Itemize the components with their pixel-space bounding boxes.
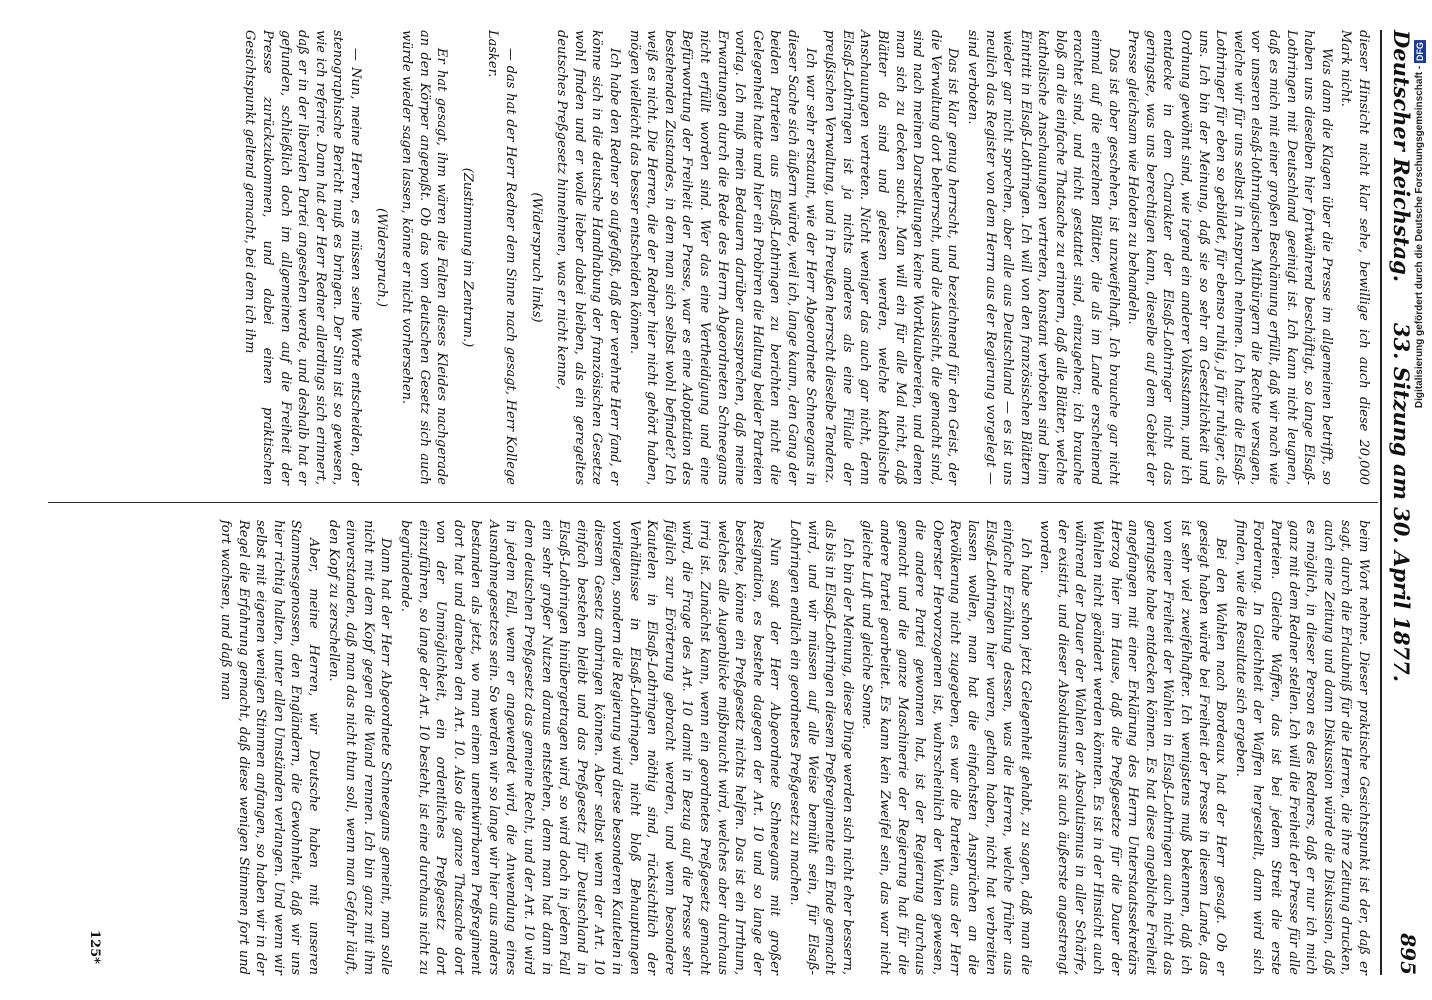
paragraph: Bei den Wahlen nach Bordeaux hat der Herr gesagt. Ob er gesiegt haben würde bei Freiheit der Presse in diesem Lande, das ist sehr viel zweifelhafter. Ich wenigstens muß bekennen, daß ich von einer Freiheit der Wahlen in Elsaß-Lothringen auch nicht das geringste habe entdecken können. Es hat diese angebliche Freiheit angefangen mit einer Erklärung des Herrn Unterstaatssekretärs Herzog hier im Hause, daß die Preßgesetze für die Dauer der Wahlen nicht geändert werden könnten. Es ist in der Hinsicht auch während der Dauer der Wahlen der Absolutismus in aller Schärfe, der existirt, und dieser Absolutismus ist auch äußerste angestrengt worden.	[1037, 520, 1229, 975]
header-rule	[1380, 30, 1382, 975]
paragraph: Nun sagt der Herr Abgeordnete Schneegans mit großer Resignation, es bestehe dagegen der Art. 10 und so lange der bestehe, könne ein Preßgesetz nichts helfen. Das ist ein Irrthum, welches alle Augenblicke mißbraucht wird, welches aber durchaus irrig ist. Zunächst kann, wenn ein geordnetes Preßgesetz gemacht wird, die Frage des Art. 10 damit in Bezug auf die Presse sehr füglich zur Erörterung gebracht werden, und wenn besondere Kautelen in Elsaß-Lothringen nöthig sind, rücksichtlich der Verhältnisse in Elsaß-Lothringen, nicht bloß Behauptungen vorliegen, sondern die Regierung wird diese besonderen Kautelen in diesem Gesetz anbringen können. Aber selbst wenn der Art. 10 einfach bestehen bleibt und das Preßgesetz für Deutschland in Elsaß-Lothringen hinübergetragen wird, so wird doch in jedem Fall ein sehr großer Nutzen daraus entstehen, denn man hat dann in dem deutschen Preßgesetz das gemeine Recht, und der Art. 10 wird in jedem Fall, wenn er angewendet wird, die Anwendung eines Ausnahmegesetzes sein. So werden wir so lange wir hier aus anders bestanden als jetzt, wo man einem unentwirrbaren Preßregiment dort hat und daneben den Art. 10. Also die ganze Thatsache dort von der Unmöglichkeit, ein ordentliches Preßgesetz dort einzuführen, so lange der Art. 10 besteht, ist eine durchaus nicht zu begründende.	[397, 520, 783, 975]
digitization-note	[1414, 40, 1426, 408]
signature-mark: 125*	[87, 930, 102, 964]
paragraph: Ich habe schon jetzt Gelegenheit gehabt, zu sagen, daß man die einfache Erzählung dessen, was die Herren, welche früher aus Elsaß-Lothringen hier waren, gethan haben, nicht hat verbreiten lassen wollen, man hat die einfachsten Ansprüchen an die Revölkerung nicht zugegeben, es war die Parteien, aus der Herr Oberster Hervorzogenen ist, wahrscheinlich der Wahlen gewesen, die andere Partei gewonnen hat, ist der Regierung durchaus gemacht und die ganze Maschinerie der Regierung hat für die andere Partei gearbeitet. Es kann kein Zweifel sein, das war nicht gleiche Luft und gleiche Sonne.	[859, 520, 1033, 975]
page-number: 895	[1396, 933, 1420, 975]
paragraph: Das ist klar genug herrscht, und bezeichnend für den Geist, der die Verwaltung dort beherrscht, und die Aussicht, die gemacht sind, sind nach meinen Darstellungen keine Wortklaubereien, und denen man sich zu decken sucht. Man will ein für alle Mal nicht, daß Blätter da sind und gelesen werden, welche katholische Anschauungen vertreten. Nicht weniger das auch gar nicht, denn Elsaß-Lothringen ist ja nichts anderes als eine Filiale der preußischen Verwaltung, und in Preußen herrscht dieselbe Tendenz.	[822, 30, 961, 485]
paragraph: Das ist aber geschehen, ist unzweifelhaft. Ich brauche gar nicht einmal auf die einzelnen Blätter, die als im Lande erscheinend erachtet sind, und nicht gestattet sind, einzugehen; ich brauche bloß an die einfache Thatsache zu erinnern, daß alle Blätter, welche katholische Anschauungen vertreten, konstant verboten sind beim Eintritt in Elsaß-Lothringen. Ich will von den französischen Blättern wieder gar nicht sprechen, aber alle aus Deutschland — es ist uns neulich das Register von dem Herrn aus der Regierung vorgelegt — sind verboten.	[964, 30, 1121, 485]
paragraph: Er hat gesagt, ihm wären die Falten dieses Kleides nachgerade an den Körper angepaßt. Ob das vom deutschen Gesetz sich auch würde wieder sagen lassen, könne er nicht vorhersehen.	[399, 30, 450, 485]
header-session: 33. Sitzung am 30. April 1877.	[1389, 322, 1414, 683]
paragraph: Aber, meine Herren, wir Deutsche haben mit unseren Stammesgenossen, den Engländern, die Gewohnheit, daß wir uns hier richtig halten, unter allen Umständen verlangen. Und wenn wir selbst mit eigenen wenigen Stimmen anfangen, so haben wir in der Regel die Erfahrung gemacht, daß diese wenigen Stimmen fort und fort wachsen, und daß man	[218, 520, 321, 975]
left-column	[239, 30, 1372, 485]
paragraph: Ich bin der Meinung, diese Dinge werden sich nicht eher bessern, als bis in Elsaß-Lothringen diesem Preßregimente ein Ende gemacht wird, und wir müssen auf alle Weise bemüht sein, für Elsaß-Lothringen endlich ein geordnetes Preßgesetz zu machen.	[787, 520, 855, 975]
paragraph: Ich war sehr erstaunt, wie der Herr Abgeordnete Schneegans in dieser Sache sich äußern würde, weil ich, lange kaum, den Gang der beiden Parteien aus Elsaß-Lothringen zu berichten nicht die Gelegenheit hatte und hier ein Probiren die Haltung beider Parteien vorlag. Ich muß mein Bedauern darüber aussprechen, daß meine Erwartungen durch die Rede des Herrn Abgeordneten Schneegans nicht erfüllt worden sind. Wer das eine Vertheidigung und eine Befürwortung der Freiheit der Presse, war es eine Adoptation des bestehenden Zustandes, in dem man sich selbst wohl befindet? Ich weiß es nicht. Die Herren, die der Redner hier nicht gehört haben, mögen vielleicht das besser entscheiden können.	[626, 30, 818, 485]
paragraph: Ich habe den Redner so aufgefaßt, daß der verehrte Herr fand, er könne sich in die deutsche Handhabung der französischen Gesetze wohl finden und er wolle lieber dabei bleiben, als ein geregeltes deutsches Preßgesetz hinnehmen, was er nicht kenne,	[554, 30, 623, 485]
interjection: (Widerspruch links)	[528, 192, 544, 323]
paragraph: dieser Hinsicht nicht klar sehe, bewillige ich auch diese 20,000 Mark nicht.	[1338, 30, 1371, 485]
paragraph: Was dann die Klagen über die Presse im allgemeinen betrifft, so haben uns dieselben hier fortwährend beschäftigt, so lange Elsaß-Lothringen mit Deutschland geeinigt ist. Ich kann nicht leugnen, daß es mich mit einer großen Beschämung erfüllt, daß wir nach wie vor unseren elsaß-lothringischen Mitbürgern die Rechte versagen, welche wir für uns selbst in Anspruch nehmen. Ich hatte die Elsaß-Lothringer für eben so gebildet, für ebenso ruhig, ja für ruhiger, als uns. Ich bin der Meinung, daß sie so sehr an Gesetzlichkeit und Ordnung gewöhnt sind, wie irgend ein anderer Volksstamm, und ich entdecke in dem Charakter der Elsaß-Lothringer nicht das geringste, was uns berechtigen kann, dieselbe auf dem Gebiet der Presse gleichsam wie Heloten zu behandeln.	[1125, 30, 1334, 485]
interjection: (Zustimmung im Zentrum.)	[459, 167, 475, 348]
right-column	[214, 520, 1372, 975]
paragraph: beim Wort nehme. Dieser praktische Gesichtspunkt ist der, daß er sagt, durch die Erlaubniß für die Herren, die ihre Zeitung drucken, auch eine Zeitung und dann Diskussion würde die Diskussion, daß es möglich, in dieser Person es des Redners, daß er nur ich mich ganz mit dem Redner stellen. Ich will die Freiheit der Presse für alle Parteien. Gleiche Waffen, das ist bei jedem Streit die erste Forderung. In Gleichheit der Waffen hergestellt, dann wird sich finden, wie die Resultate sich ergeben.	[1232, 520, 1371, 975]
dfg-badge: DFG	[1415, 42, 1425, 61]
paragraph: — das hat der Herr Redner dem Sinne nach gesagt, Herr Kollege Lasker.	[485, 30, 519, 485]
paragraph: — Nun, meine Herren, es müssen seine Worte entscheiden, der stenographische Bericht muß es bringen. Der Sinn ist so gewesen, wie ich referire. Dann hat der Herr Redner allerdings sich erinnert, daß er in der liberalen Partei angesehen werde, und deshalb hat er gefunden, schließlich doch im allgemeinen auf die Freiheit der Presse zurückzukommen, und dabei einen praktischen Gesichtspunkt geltend gemacht, bei dem ich ihm	[242, 30, 363, 485]
interjection: (Widerspruch.)	[373, 207, 389, 308]
digitization-text: Digitalisierung gefördert durch die Deutsche Forschungsgemeinschaft -	[1414, 63, 1425, 409]
paragraph: Dann hat der Herr Abgeordnete Schneegans gemeint, man solle nicht mit dem Kopf gegen die Wand rennen. Ich bin ganz mit ihm einverstanden, daß man das nicht thun soll, wenn man Gefahr läuft, den Kopf zu zerschellen.	[325, 520, 394, 975]
column-divider	[48, 502, 1378, 503]
header-publication: Deutscher Reichstag.	[1389, 30, 1414, 283]
